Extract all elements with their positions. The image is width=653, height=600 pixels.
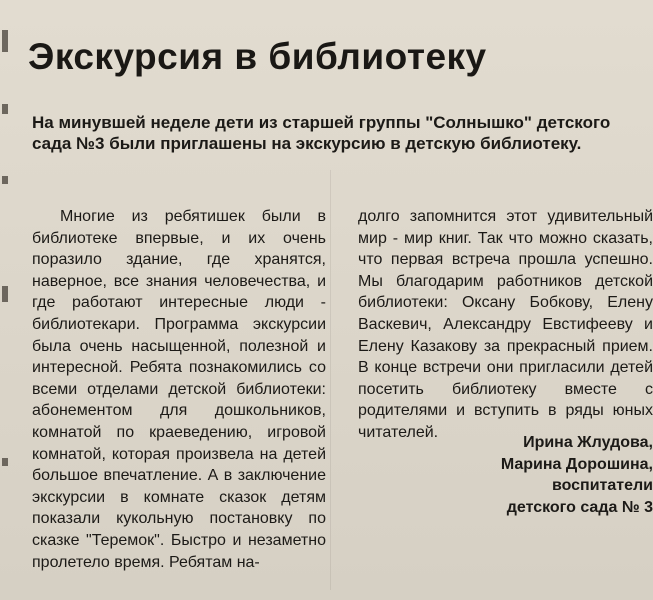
signature-line: детского сада № 3 [506, 498, 653, 516]
column-divider [330, 170, 331, 590]
article-title: Экскурсия в библиотеку [28, 36, 487, 77]
signature-line: Марина Дорошина, [500, 455, 653, 473]
article-lead: На минувшей неделе дети из старшей группы "Солнышко" детского сада №3 были приглашены на экскурсию в детскую библиотеку. [32, 113, 611, 153]
signature-line: воспитатели [551, 477, 653, 495]
signature-line: Ирина Жлудова, [523, 434, 653, 451]
page-edge-marks [0, 0, 18, 600]
article-signature [353, 432, 653, 518]
article-body-left-column: Многие из ребятишек были в библиотеке впервые, и их очень поразило здание, где хранятся, наверное, все знания человечества, и где работают интересные люди - библиотекари. Программа экскурсии была очень насыщенной, полезной и интересной. Ребята познакомились со всеми отделами детской библиотеки: абонементом для дошкольников, комнатой по краеведению, игровой комнатой, которая произвела на детей большое впечатление. А в заключение экскурсии в комнате сказок детям показали кукольную постановку по сказке "Теремок". Быстро и незаметно пролетело время. Ребятам на- [32, 208, 326, 571]
article-body-right-column: долго запомнится этот удивительный мир - мир книг. Так что можно сказать, что первая встреча прошла успешно. Мы благодарим работников детской библиотеки: Оксану Бобкову, Елену Васкевич, Александру Евстифееву и Елену Казакову за прекрасный прием. В конце встречи они пригласили детей посетить библиотеку вместе с родителями и вступить в ряды юных читателей. [358, 208, 653, 441]
